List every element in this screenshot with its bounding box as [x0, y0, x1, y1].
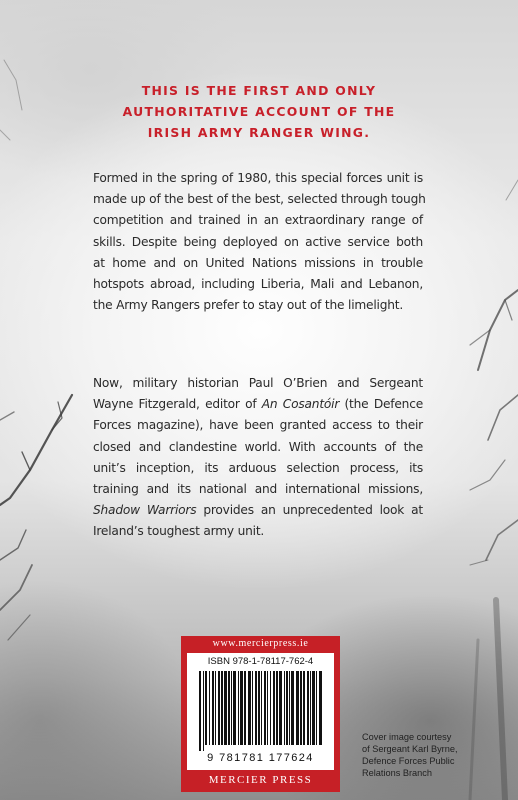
- blurb-line: [93, 500, 423, 521]
- blurb-line: hotspots abroad, including Liberia, Mali and Lebanon,: [93, 277, 423, 292]
- blurb-line: at home and on United Nations missions in trouble: [93, 255, 423, 270]
- blurb-line: skills. Despite being deployed on active service both: [93, 234, 423, 249]
- barcode-bar: [312, 671, 315, 745]
- credit-line: Cover image courtesy: [362, 732, 452, 742]
- barcode-bar: [270, 671, 271, 745]
- barcode-bar: [221, 671, 223, 745]
- barcode-bar: [215, 671, 216, 745]
- barcode-bar: [279, 671, 282, 745]
- barcode-bar: [233, 671, 236, 745]
- book-title: Shadow Warriors: [93, 503, 197, 518]
- barcode-bar: [296, 671, 299, 745]
- barcode-bar: [267, 671, 268, 745]
- credit-line: of Sergeant Karl Byrne,: [362, 744, 458, 754]
- barcode-bar: [303, 671, 305, 745]
- headline-line: AUTHORITATIVE ACCOUNT OF THE: [122, 104, 396, 119]
- barcode-bar: [248, 671, 251, 745]
- barcode-bar: [300, 671, 302, 745]
- barcode-bar: [289, 671, 290, 745]
- barcode-bar: [244, 671, 246, 745]
- blurb-paragraph-2: [93, 373, 423, 543]
- headline-line: THIS IS THE FIRST AND ONLY: [141, 83, 377, 98]
- publisher-url[interactable]: www.mercierpress.ie: [212, 638, 309, 649]
- barcode-bar: [284, 671, 285, 745]
- blurb-line: unit’s inception, its arduous selection process, its: [93, 460, 423, 475]
- barcode-bar: [224, 671, 227, 745]
- barcode-bar: [209, 671, 210, 745]
- barcode-bar: [276, 671, 278, 745]
- blurb-line: Formed in the spring of 1980, this special forces unit is: [93, 171, 423, 185]
- blurb-line: training and its national and international missions,: [93, 482, 423, 497]
- magazine-title: An Cosantóir: [261, 397, 340, 412]
- barcode-bar: [264, 671, 266, 745]
- barcode-bar: [231, 671, 232, 745]
- blurb-text: provides an unprecedented look at: [196, 503, 423, 518]
- barcode-bar: [310, 671, 311, 745]
- barcode-panel: [187, 653, 334, 770]
- barcode-bar: [273, 671, 275, 745]
- barcode-icon: [191, 671, 330, 751]
- blurb-line: the Army Rangers prefer to stay out of the limelight.: [93, 298, 404, 313]
- barcode-bar: [261, 671, 262, 745]
- barcode-bar: [218, 671, 220, 745]
- blurb-text: (the Defence: [339, 397, 424, 412]
- blurb-line: made up of the best of the best, selected through tough: [93, 192, 426, 207]
- publisher-name: MERCIER PRESS: [208, 774, 313, 786]
- barcode-bar: [252, 671, 253, 745]
- publisher-box: [181, 636, 340, 792]
- barcode-number: 9 781781 177624: [207, 752, 314, 764]
- barcode-bar: [319, 671, 322, 745]
- barcode-bar: [212, 671, 214, 745]
- blurb-line: Forces magazine), have been granted access to their: [93, 418, 423, 433]
- barcode-bar: [205, 671, 207, 745]
- blurb-text: Wayne Fitzgerald, editor of: [93, 397, 262, 412]
- headline: [70, 80, 448, 143]
- blurb-line: closed and clandestine world. With accounts of the: [93, 439, 423, 454]
- barcode-bar: [291, 671, 294, 745]
- cover-image-credit: [362, 731, 512, 779]
- barcode-bar: [228, 671, 230, 745]
- credit-line: Relations Branch: [362, 768, 432, 778]
- blurb-line: Now, military historian Paul O’Brien and Sergeant: [93, 376, 423, 390]
- barcode-bar: [258, 671, 260, 745]
- barcode-bar: [203, 671, 204, 751]
- barcode-bar: [238, 671, 239, 745]
- blurb-line: competition and trained in an extraordinary range of: [93, 213, 423, 228]
- barcode-bar: [199, 671, 201, 751]
- headline-line: IRISH ARMY RANGER WING.: [147, 125, 371, 140]
- credit-line: Defence Forces Public: [362, 756, 455, 766]
- barcode-bar: [307, 671, 309, 745]
- blurb-line: [93, 394, 423, 415]
- blurb-line: Ireland’s toughest army unit.: [93, 524, 265, 539]
- barcode-bar: [286, 671, 288, 745]
- barcode-bar: [316, 671, 317, 745]
- barcode-bar: [240, 671, 243, 745]
- barcode-bar: [255, 671, 257, 745]
- blurb-paragraph-1: [93, 168, 426, 316]
- isbn: ISBN 978-1-78117-762-4: [207, 656, 314, 667]
